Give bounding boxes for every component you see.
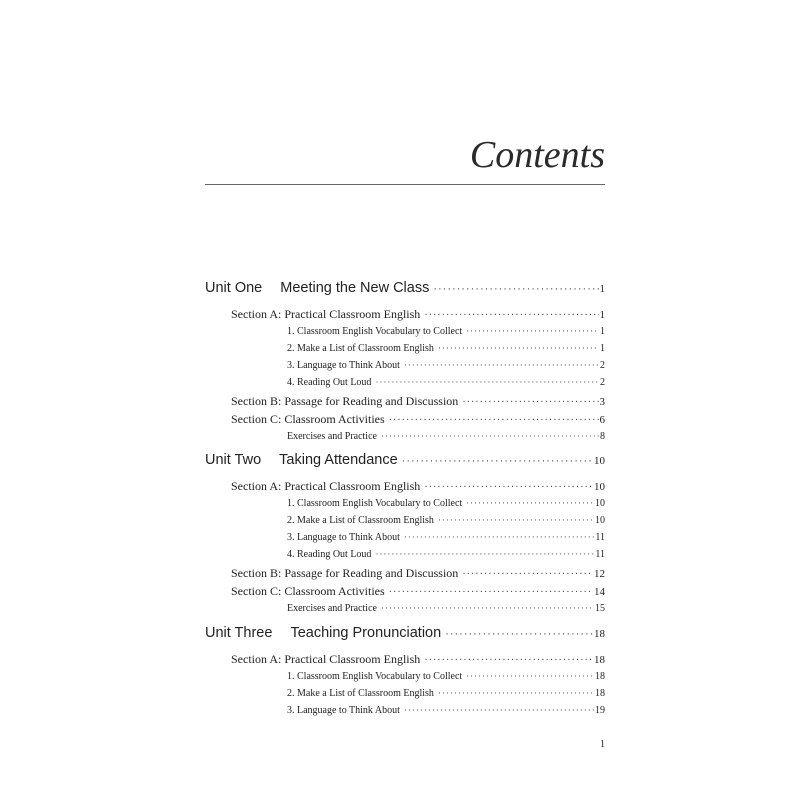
dot-leader — [402, 455, 593, 467]
entry-label: Section A: Practical Classroom English — [231, 479, 421, 493]
entry-page-number: 2 — [600, 359, 605, 371]
unit-heading — [205, 452, 398, 468]
toc-item-row[interactable] — [287, 377, 605, 388]
entry-label: Exercises and Practice — [287, 602, 377, 614]
dot-leader — [404, 532, 595, 542]
toc-item-row[interactable] — [287, 515, 605, 526]
entry-page-number: 3 — [599, 395, 605, 408]
entry-page-number: 1 — [600, 342, 605, 354]
entry-label: 1. Classroom English Vocabulary to Collect — [287, 670, 463, 682]
entry-page-number: 18 — [595, 670, 605, 682]
dot-leader — [404, 360, 599, 370]
toc-item-row[interactable] — [287, 603, 605, 614]
entry-page-number: 11 — [595, 531, 605, 543]
contents-title: Contents — [469, 134, 605, 176]
toc-item-row[interactable] — [287, 705, 605, 716]
toc-section-row[interactable] — [231, 566, 605, 581]
entry-page-number: 18 — [595, 687, 605, 699]
entry-label: Section C: Classroom Activities — [231, 412, 385, 426]
unit-name: Teaching Pronunciation — [290, 625, 442, 641]
entry-label: Section A: Practical Classroom English — [231, 652, 421, 666]
toc-item-row[interactable] — [287, 343, 605, 354]
dot-leader — [424, 310, 598, 321]
unit-name: Taking Attendance — [279, 452, 398, 468]
toc-section-row[interactable] — [231, 394, 605, 409]
dot-leader — [438, 515, 594, 525]
dot-leader — [466, 326, 599, 336]
dot-leader — [438, 343, 599, 353]
entry-label: 2. Make a List of Classroom English — [287, 687, 434, 699]
entry-page-number: 6 — [599, 414, 605, 426]
toc-section-row[interactable] — [231, 584, 605, 599]
entry-label: Section B: Passage for Reading and Discussion — [231, 393, 459, 408]
unit-page-number: 18 — [594, 628, 605, 640]
unit-heading — [205, 280, 429, 296]
toc-unit-row[interactable] — [205, 625, 605, 641]
dot-leader — [424, 655, 593, 666]
toc-item-row[interactable] — [287, 549, 605, 560]
unit-label: Unit One — [205, 280, 263, 296]
toc-item-row[interactable] — [287, 671, 605, 682]
dot-leader — [462, 397, 598, 408]
dot-leader — [424, 482, 593, 493]
dot-leader — [445, 628, 593, 640]
toc-item-row[interactable] — [287, 360, 605, 371]
dot-leader — [389, 587, 593, 598]
entry-label: Section A: Practical Classroom English — [231, 307, 421, 321]
unit-label: Unit Two — [205, 452, 262, 468]
toc-section-row[interactable] — [231, 412, 605, 427]
toc-unit-row[interactable] — [205, 280, 605, 296]
entry-label: 1. Classroom English Vocabulary to Collect — [287, 497, 463, 509]
entry-label: 3. Language to Think About — [287, 704, 400, 716]
entry-page-number: 14 — [594, 586, 605, 598]
dot-leader — [438, 688, 594, 698]
dot-leader — [381, 603, 594, 613]
entry-label: 4. Reading Out Loud — [287, 548, 372, 560]
toc-section-row[interactable] — [231, 479, 605, 494]
entry-label: Section B: Passage for Reading and Discussion — [231, 565, 459, 580]
unit-heading — [205, 625, 441, 641]
entry-page-number: 11 — [595, 548, 605, 560]
dot-leader — [404, 705, 594, 715]
entry-page-number: 10 — [595, 497, 605, 509]
unit-name: Meeting the New Class — [280, 280, 430, 296]
toc-section-row[interactable] — [231, 652, 605, 667]
entry-label: Exercises and Practice — [287, 430, 377, 442]
entry-page-number: 2 — [600, 376, 605, 388]
entry-page-number: 1 — [600, 325, 605, 337]
toc-item-row[interactable] — [287, 688, 605, 699]
dot-leader — [462, 569, 593, 580]
toc-unit-row[interactable] — [205, 452, 605, 468]
dot-leader — [433, 283, 598, 295]
entry-page-number: 8 — [600, 430, 605, 442]
page-number: 1 — [600, 739, 605, 750]
dot-leader — [389, 415, 599, 426]
toc-item-row[interactable] — [287, 326, 605, 337]
toc-item-row[interactable] — [287, 532, 605, 543]
entry-label: 3. Language to Think About — [287, 531, 400, 543]
dot-leader — [466, 671, 594, 681]
entry-page-number: 12 — [594, 567, 605, 580]
dot-leader — [381, 431, 599, 441]
unit-page-number: 10 — [594, 455, 605, 467]
unit-label: Unit Three — [205, 625, 273, 641]
toc-item-row[interactable] — [287, 498, 605, 509]
entry-page-number: 1 — [599, 309, 605, 321]
entry-label: 4. Reading Out Loud — [287, 376, 372, 388]
entry-page-number: 19 — [595, 704, 605, 716]
entry-label: 1. Classroom English Vocabulary to Collect — [287, 325, 463, 337]
dot-leader — [375, 549, 594, 559]
entry-page-number: 15 — [595, 602, 605, 614]
entry-label: Section C: Classroom Activities — [231, 584, 385, 598]
toc-item-row[interactable] — [287, 431, 605, 442]
entry-page-number: 10 — [594, 481, 605, 493]
entry-label: 2. Make a List of Classroom English — [287, 342, 434, 354]
entry-label: 3. Language to Think About — [287, 359, 400, 371]
toc-section-row[interactable] — [231, 307, 605, 322]
dot-leader — [466, 498, 594, 508]
entry-label: 2. Make a List of Classroom English — [287, 514, 434, 526]
dot-leader — [375, 377, 599, 387]
unit-page-number: 1 — [599, 283, 605, 295]
entry-page-number: 10 — [595, 514, 605, 526]
entry-page-number: 18 — [594, 654, 605, 666]
